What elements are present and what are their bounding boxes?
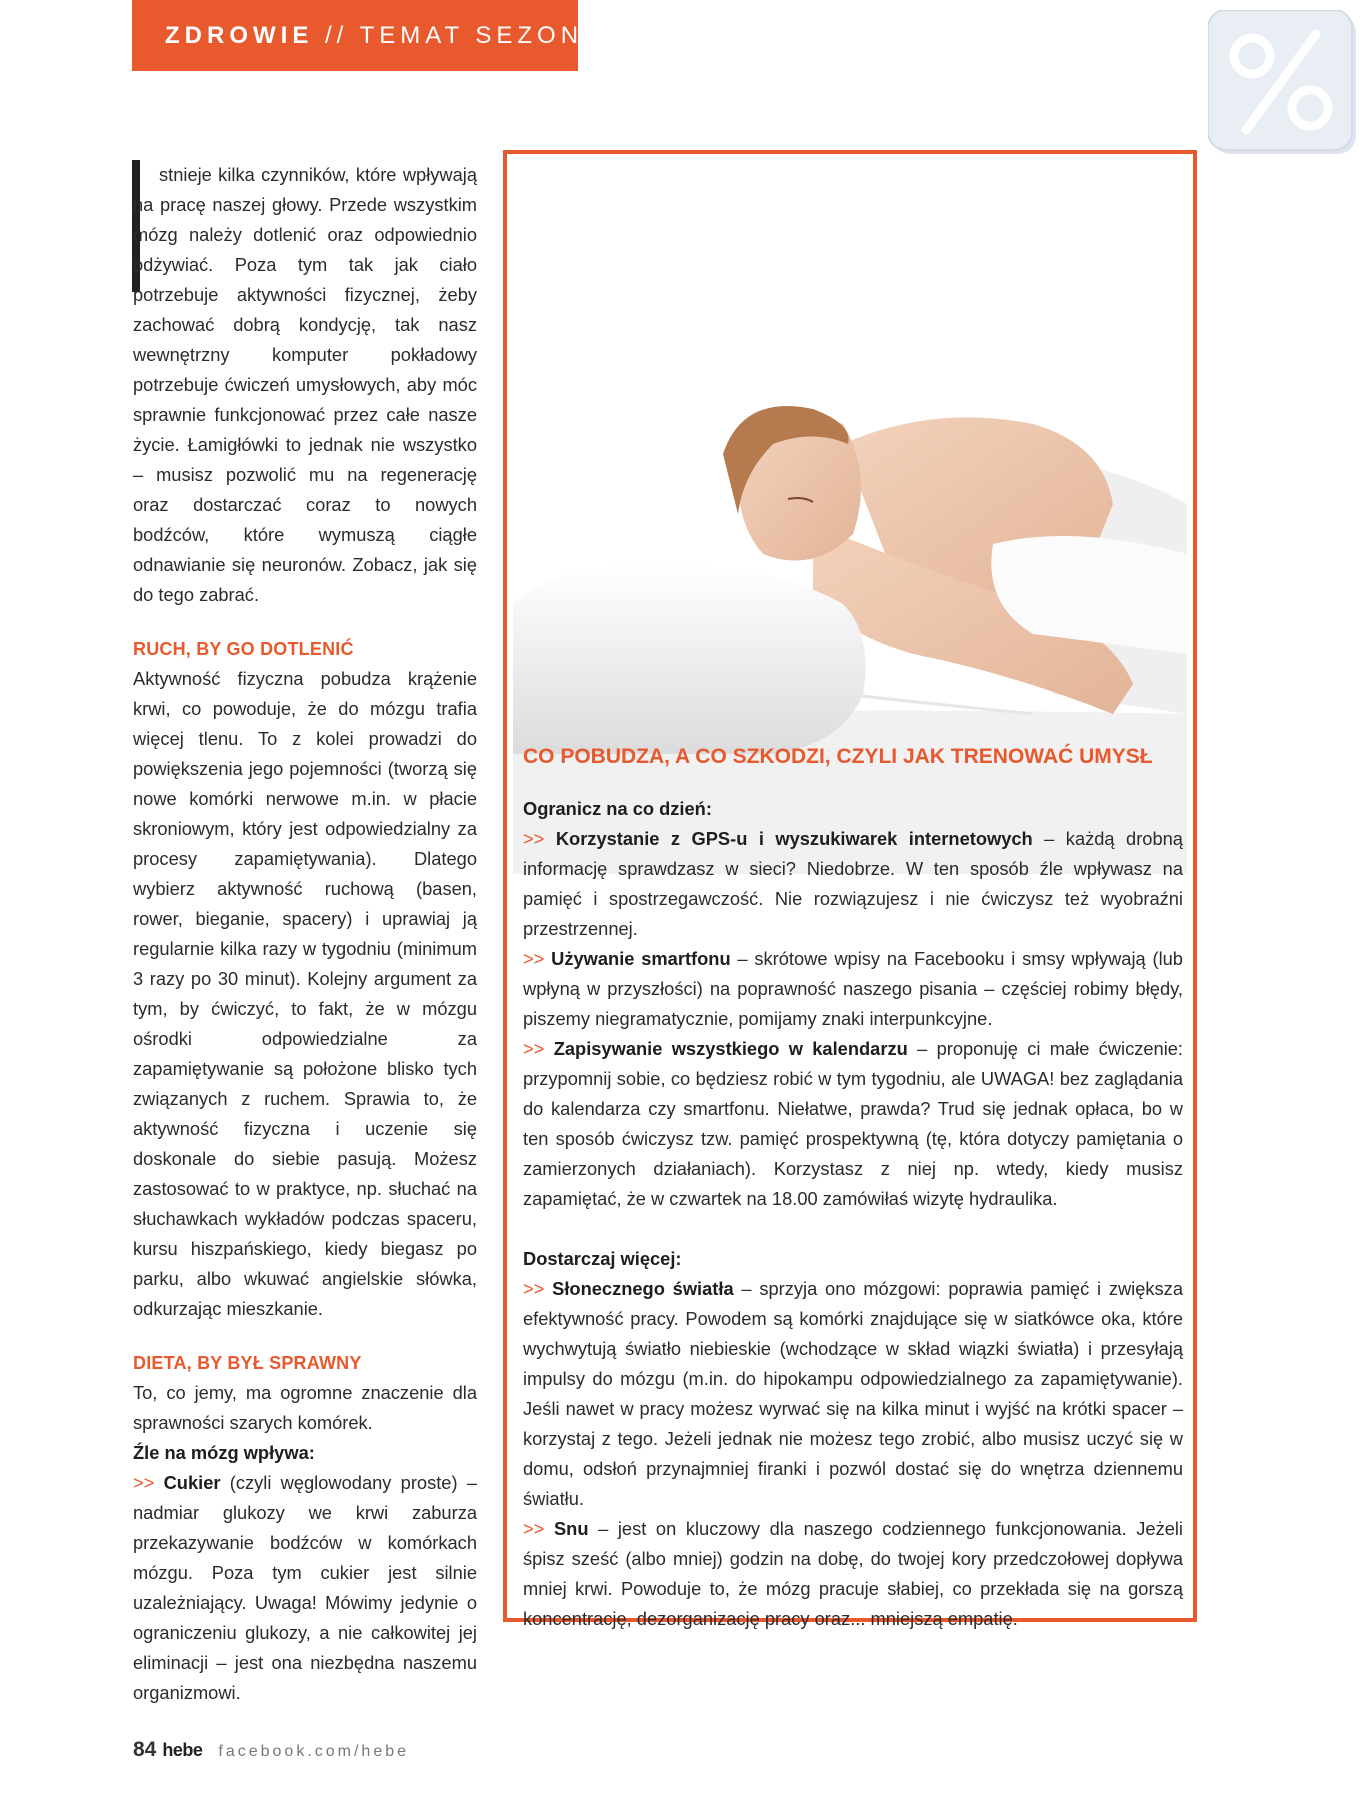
header-section: ZDROWIE xyxy=(165,22,314,49)
item-text: – każdą drobną informację sprawdzasz w sieci? Niedobrze. W ten sposób źle wpływasz na pamięć i spostrzegawczość. Nie rozwiązujesz i nie ćwiczysz też wyobraźni przestrzennej. xyxy=(523,828,1183,939)
arrow-icon: >> xyxy=(523,1518,545,1539)
arrow-icon: >> xyxy=(523,828,545,849)
arrow-icon: >> xyxy=(523,1278,545,1299)
page-footer xyxy=(133,1738,409,1762)
item-term: Korzystanie z GPS-u i wyszukiwarek internetowych xyxy=(555,828,1033,849)
item-text: – proponuję ci małe ćwiczenie: przypomnij sobie, co będziesz robić w tym tygodniu, ale UWAGA! bez zaglądania do kalendarza czy smartfonu. Niełatwe, prawda? Trud się jednak opłaca, bo w ten sposób ćwiczysz tzw. pamięć prospektywną (tę, która dotyczy pamiętania o zamierzonych działaniach). Korzystasz z niej np. wtedy, kiedy musisz zapamiętać, że w czwartek na 18.00 zamówiłaś wizytę hydraulika. xyxy=(523,1038,1183,1209)
arrow-icon: >> xyxy=(523,948,545,969)
facebook-link[interactable]: facebook.com/hebe xyxy=(218,1743,410,1760)
list-item xyxy=(523,824,1183,944)
item-text: – sprzyja ono mózgowi: poprawia pamięć i zwiększa efektywność pracy. Powodem są komórki znajdujące się w siatkówce oka, które wychwytują światło niebieskie (wchodzące w skład wiązki światła) i przesyłają impulsy do mózgu (m.in. do hipokampu odpowiedzialnego za zapamiętywanie). Jeśli nawet w pracy możesz wyrwać się na kilka minut i wyjść na krótki spacer – korzystaj z tego. Jeżeli jednak nie możesz tego zrobić, albo musisz uczyć się w domu, odsłoń przynajmniej firanki i pozwól dostać się do wnętrza dziennemu światłu. xyxy=(523,1278,1183,1509)
brand-logo: hebe xyxy=(162,1740,203,1760)
item-term: Słonecznego światła xyxy=(552,1278,734,1299)
header-separator: // xyxy=(325,22,349,49)
box-title: CO POBUDZA, A CO SZKODZI, CZYLI JAK TRENOWAĆ UMYSŁ xyxy=(523,745,1153,768)
item-text: – jest on kluczowy dla naszego codziennego funkcjonowania. Jeżeli śpisz sześć (albo mniej) godzin na dobę, do twojej kory przedczołowej dopływa mniej krwi. Powoduje to, że mózg pracuje słabiej, co przekłada się na gorszą koncentrację, dezorganizację pracy oraz... mniejszą empatię. xyxy=(523,1518,1183,1629)
percent-icon xyxy=(1208,10,1360,158)
item-term: Zapisywanie wszystkiego w kalendarzu xyxy=(553,1038,908,1059)
item-text: – skrótowe wpisy na Facebooku i smsy wpływają (lub wpłyną w przyszłości) na poprawność naszego pisania – częściej robimy błędy, piszemy niegramatycznie, pomijamy znaki interpunkcyjne. xyxy=(523,948,1183,1029)
sidebar-box xyxy=(503,150,1197,1629)
arrow-icon: >> xyxy=(523,1038,545,1059)
list-item xyxy=(523,944,1183,1034)
subheading-dostarczaj: Dostarczaj więcej: xyxy=(523,1248,682,1269)
item-text: (czyli węglowodany proste) – nadmiar glukozy we krwi zaburza przekazywanie bodźców w komórkach mózgu. Poza tym cukier jest silnie uzależniający. Uwaga! Mówimy jedynie o ograniczeniu glukozy, a nie całkowitej jej eliminacji – jest ona niezbędna naszemu organizmowi. xyxy=(133,1472,477,1703)
header-topic: TEMAT SEZONU xyxy=(359,22,606,49)
intro-paragraph: stnieje kilka czynników, które wpływają na pracę naszej głowy. Przede wszystkim mózg należy dotlenić oraz odpowiednio odżywiać. Poza tym tak jak ciało potrzebuje aktywności fizycznej, żeby zachować dobrą kondycję, tak nasz wewnętrzny komputer pokładowy potrzebuje ćwiczeń umysłowych, aby móc sprawnie funkcjonować przez całe nasze życie. Łamigłówki to jednak nie wszystko – musisz pozwolić mu na regenerację oraz dostarczać coraz to nowych bodźców, które wymuszą ciągłe odnawianie się neuronów. Zobacz, jak się do tego zabrać. xyxy=(133,164,477,605)
section-header xyxy=(132,0,606,71)
left-column xyxy=(133,160,477,1708)
list-item xyxy=(523,1514,1183,1634)
list-item xyxy=(523,1034,1183,1214)
page-number: 84 xyxy=(133,1738,157,1761)
subheading-ogranicz: Ogranicz na co dzień: xyxy=(523,798,712,819)
section-heading-dieta: DIETA, BY BYŁ SPRAWNY xyxy=(133,1353,362,1373)
subheading-zle: Źle na mózg wpływa: xyxy=(133,1442,315,1463)
list-item-cukier xyxy=(133,1468,477,1708)
list-item xyxy=(523,1274,1183,1514)
section-paragraph-ruch: Aktywność fizyczna pobudza krążenie krwi, co powoduje, że do mózgu trafia więcej tlenu. To z kolei prowadzi do powiększenia jego pojemności (tworzą się nowe komórki nerwowe m.in. w płacie skroniowym, który jest odpowiedzialny za procesy zapamiętywania). Dlatego wybierz aktywność ruchową (basen, rower, bieganie, spacery) i uprawiaj ją regularnie kilka razy w tygodniu (minimum 3 razy po 30 minut). Kolejny argument za tym, by ćwiczyć, to fakt, że w mózgu ośrodki odpowiedzialne za zapamiętywanie są położone blisko tych związanych z ruchem. Sprawia to, że aktywność fizyczna i uczenie się doskonale do siebie pasują. Możesz zastosować to w praktyce, np. słuchać na słuchawkach wykładów podczas spaceru, kursu hiszpańskiego, kiedy biegasz po parku, albo wkuwać angielskie słówka, odkurzając mieszkanie. xyxy=(133,668,477,1319)
section-heading-ruch: RUCH, BY GO DOTLENIĆ xyxy=(133,639,354,659)
box-content xyxy=(523,742,1183,1634)
item-term: Używanie smartfonu xyxy=(551,948,731,969)
section-paragraph-dieta: To, co jemy, ma ogromne znaczenie dla sprawności szarych komórek. xyxy=(133,1382,477,1433)
item-term: Cukier xyxy=(163,1472,221,1493)
arrow-icon: >> xyxy=(133,1472,155,1493)
item-term: Snu xyxy=(553,1518,589,1539)
